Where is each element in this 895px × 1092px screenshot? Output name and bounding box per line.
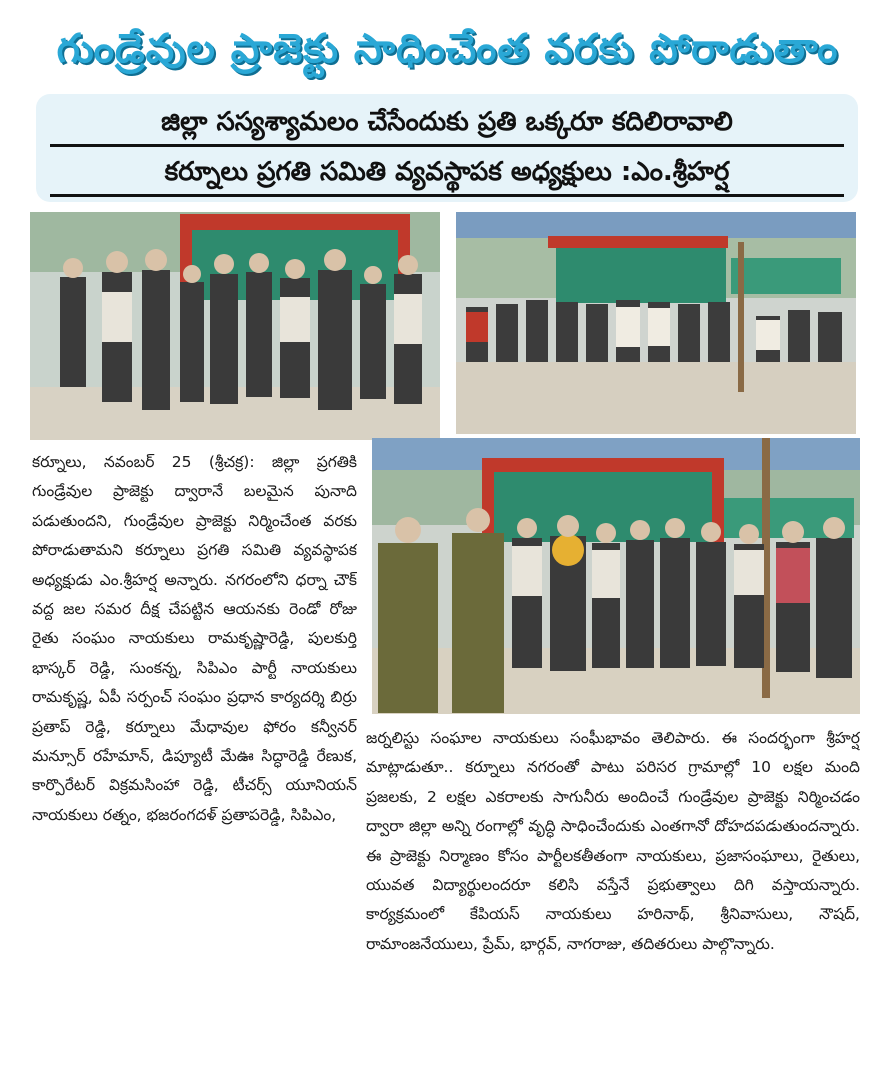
news-photo-group-standing — [30, 212, 440, 440]
subheadline-2-underline — [50, 194, 844, 197]
subheadline-2: కర్నూలు ప్రగతి సమితి వ్యవస్థాపక అధ్యక్షులు :ఎం.శ్రీహర్ష — [164, 157, 730, 187]
article-column-right — [366, 724, 860, 1074]
subheadline-box — [36, 94, 858, 202]
article-column-left — [32, 448, 357, 1080]
news-photo-seated-gathering — [456, 212, 856, 434]
article-paragraph-right: జర్నలిస్టు సంఘాల నాయకులు సంఘీభావం తెలిపారు. ఈ సందర్భంగా శ్రీహర్ష మాట్లాడుతూ.. కర్నూలు నగరంతో పాటు పరిసర గ్రామాల్లో 10 లక్షల మంది ప్రజలకు, 2 లక్షల ఎకరాలకు సాగునీరు అందించే గుండ్రేవుల ప్రాజెక్టు నిర్మించడం ద్వారా జిల్లా అన్ని రంగాల్లో వృద్ధి సాధించేందుకు ఎంతగానో దోహదపడుతుందన్నారు. ఈ ప్రాజెక్టు నిర్మాణం కోసం పార్టీలకతీతంగా నాయకులు, ప్రజాసంఘాలు, రైతులు, యువత విద్యార్థులందరూ కలిసి వస్తేనే ప్రభుత్వాలు దిగి వస్తాయన్నారు. కార్యక్రమంలో కేపియస్ నాయకులు హరినాథ్, శ్రీనివాసులు, నౌషద్, రామాంజనేయులు, ప్రేమ్, భార్గవ్, నాగరాజు, తదితరులు పాల్గొన్నారు. — [366, 729, 860, 953]
news-photo-garlanded-leader — [372, 438, 860, 714]
subheadline-1-underline — [50, 144, 844, 147]
headline: గుండ్రేవుల ప్రాజెక్టు సాధించేంత వరకు పోరాడుతాం — [56, 26, 839, 72]
article-paragraph-left: కర్నూలు, నవంబర్ 25 (శ్రీచక్ర): జిల్లా ప్రగతికి గుండ్రేవుల ప్రాజెక్టు ద్వారానే బలమైన పునాది పడుతుందని, గుండ్రేవుల ప్రాజెక్టు నిర్మించేంత వరకు పోరాడుతామని కర్నూలు ప్రగతి సమితి వ్యవస్థాపక అధ్యక్షుడు ఎం.శ్రీహర్ష అన్నారు. నగరంలోని ధర్నా చౌక్ వద్ద జల సమర దీక్ష చేపట్టిన ఆయనకు రెండో రోజు రైతు సంఘం నాయకులు రామకృష్ణారెడ్డి, పులకుర్తి భాస్కర్ రెడ్డి, సుంకన్న, సిపిఎం పార్టీ నాయకులు రామకృష్ణ, ఏపీ సర్పంచ్ సంఘం ప్రధాన కార్యదర్శి బిర్రు ప్రతాప్ రెడ్డి, కర్నూలు మేధావుల ఫోరం కన్వీనర్ మన్సూర్ రహేమాన్, డిప్యూటీ మేఊ సిద్ధారెడ్డి రేణుక, కార్పొరేటర్ విక్రమసింహా రెడ్డి, టీచర్స్ యూనియన్ నాయకులు రత్నం, భజరంగదళ్ ప్రతాపరెడ్డి, సిపిఎం, — [32, 453, 357, 824]
subheadline-1: జిల్లా సస్యశ్యామలం చేసేందుకు ప్రతి ఒక్కరూ కదిలిరావాలి — [161, 107, 733, 137]
next-headline-cutoff — [100, 1074, 800, 1092]
